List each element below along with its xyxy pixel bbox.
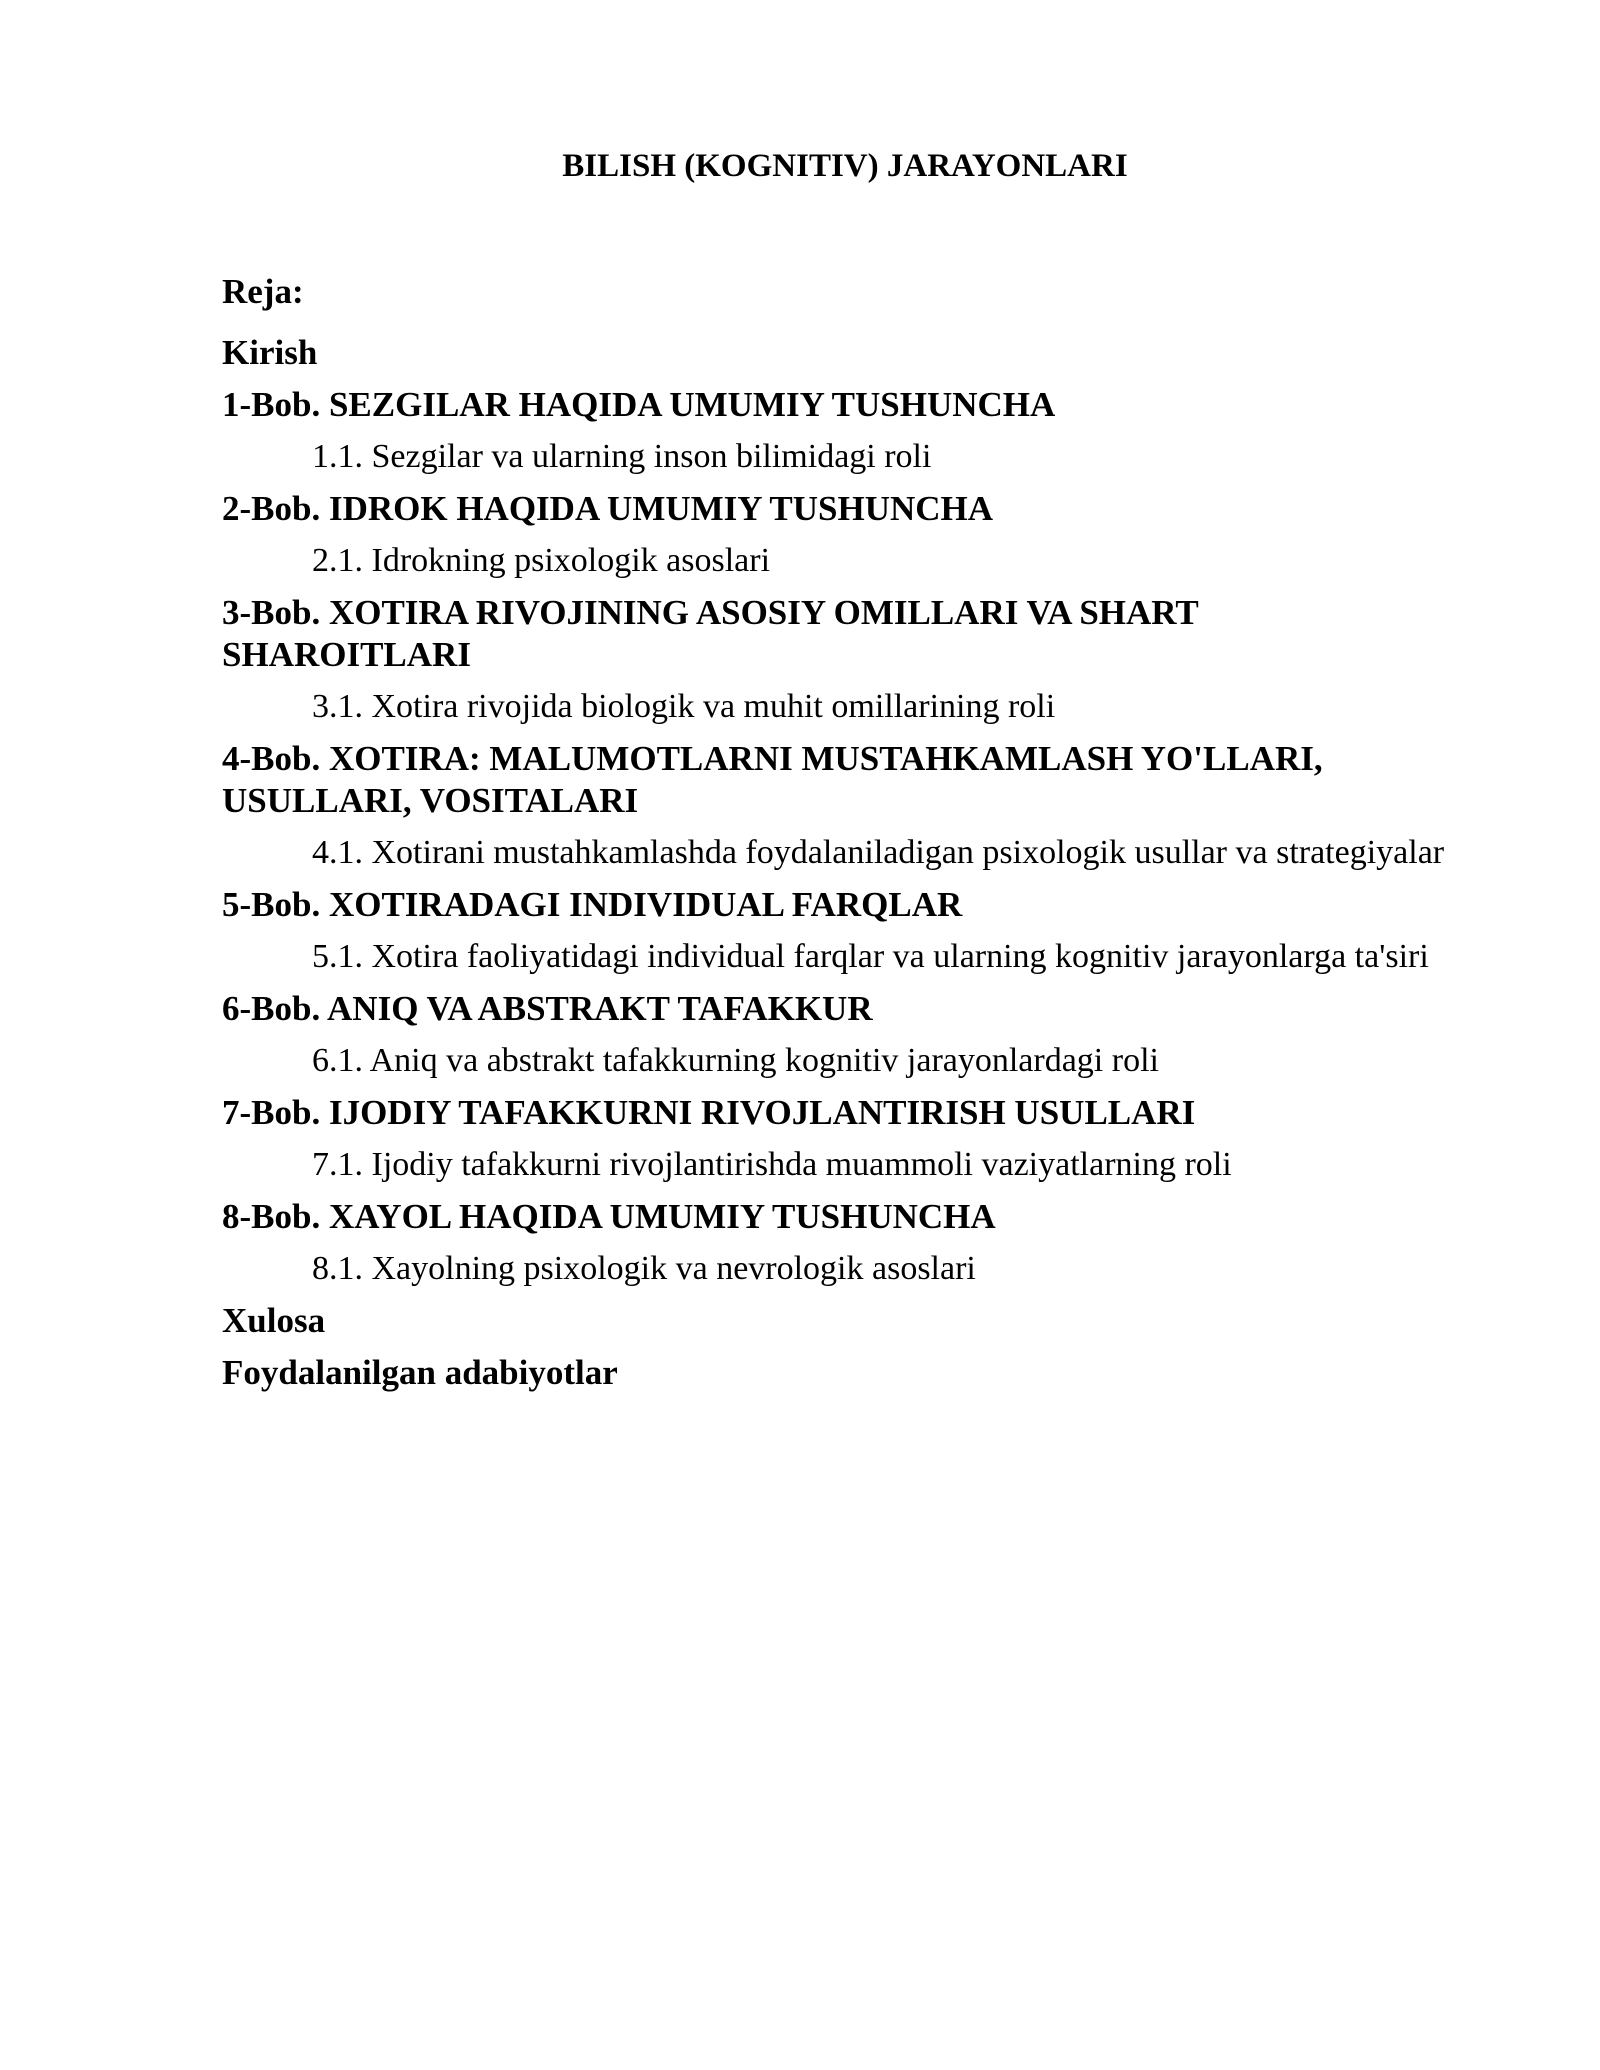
toc-subsection-8-1: 8.1. Xayolning psixologik va nevrologik asoslari	[312, 1250, 976, 1287]
document-title: BILISH (KOGNITIV) JARAYONLARI	[562, 148, 1128, 184]
toc-subsection-3-1: 3.1. Xotira rivojida biologik va muhit omillarining roli	[312, 688, 1056, 725]
toc-chapter-5: 5-Bob. XOTIRADAGI INDIVIDUAL FARQLAR	[222, 885, 963, 924]
toc-subsection-6-1: 6.1. Aniq va abstrakt tafakkurning kognitiv jarayonlardagi roli	[312, 1042, 1159, 1079]
toc-chapter-8: 8-Bob. XAYOL HAQIDA UMUMIY TUSHUNCHA	[222, 1197, 996, 1236]
toc-subsection-1-1: 1.1. Sezgilar va ularning inson bilimidagi roli	[312, 438, 932, 475]
toc-conclusion: Xulosa	[222, 1301, 326, 1340]
toc-chapter-6: 6-Bob. ANIQ VA ABSTRAKT TAFAKKUR	[222, 989, 873, 1028]
toc-references: Foydalanilgan adabiyotlar	[222, 1353, 618, 1392]
toc-subsection-7-1: 7.1. Ijodiy tafakkurni rivojlantirishda muammoli vaziyatlarning roli	[312, 1146, 1232, 1183]
toc-intro: Kirish	[222, 333, 318, 372]
toc-chapter-7: 7-Bob. IJODIY TAFAKKURNI RIVOJLANTIRISH USULLARI	[222, 1093, 1196, 1132]
plan-label: Reja:	[222, 272, 304, 311]
toc-subsection-2-1: 2.1. Idrokning psixologik asoslari	[312, 542, 771, 579]
toc-chapter-3: 3-Bob. XOTIRA RIVOJINING ASOSIY OMILLARI VA SHART SHAROITLARI	[222, 593, 1199, 674]
toc-chapter-2: 2-Bob. IDROK HAQIDA UMUMIY TUSHUNCHA	[222, 489, 994, 528]
toc-chapter-1: 1-Bob. SEZGILAR HAQIDA UMUMIY TUSHUNCHA	[222, 385, 1056, 424]
toc-subsection-4-1: 4.1. Xotirani mustahkamlashda foydalaniladigan psixologik usullar va strategiyalar	[312, 834, 1445, 871]
toc-chapter-4: 4-Bob. XOTIRA: MALUMOTLARNI MUSTAHKAMLASH YO'LLARI, USULLARI, VOSITALARI	[222, 739, 1323, 820]
table-of-contents	[222, 270, 1452, 1404]
toc-subsection-5-1: 5.1. Xotira faoliyatidagi individual farqlar va ularning kognitiv jarayonlarga ta'siri	[312, 938, 1429, 975]
